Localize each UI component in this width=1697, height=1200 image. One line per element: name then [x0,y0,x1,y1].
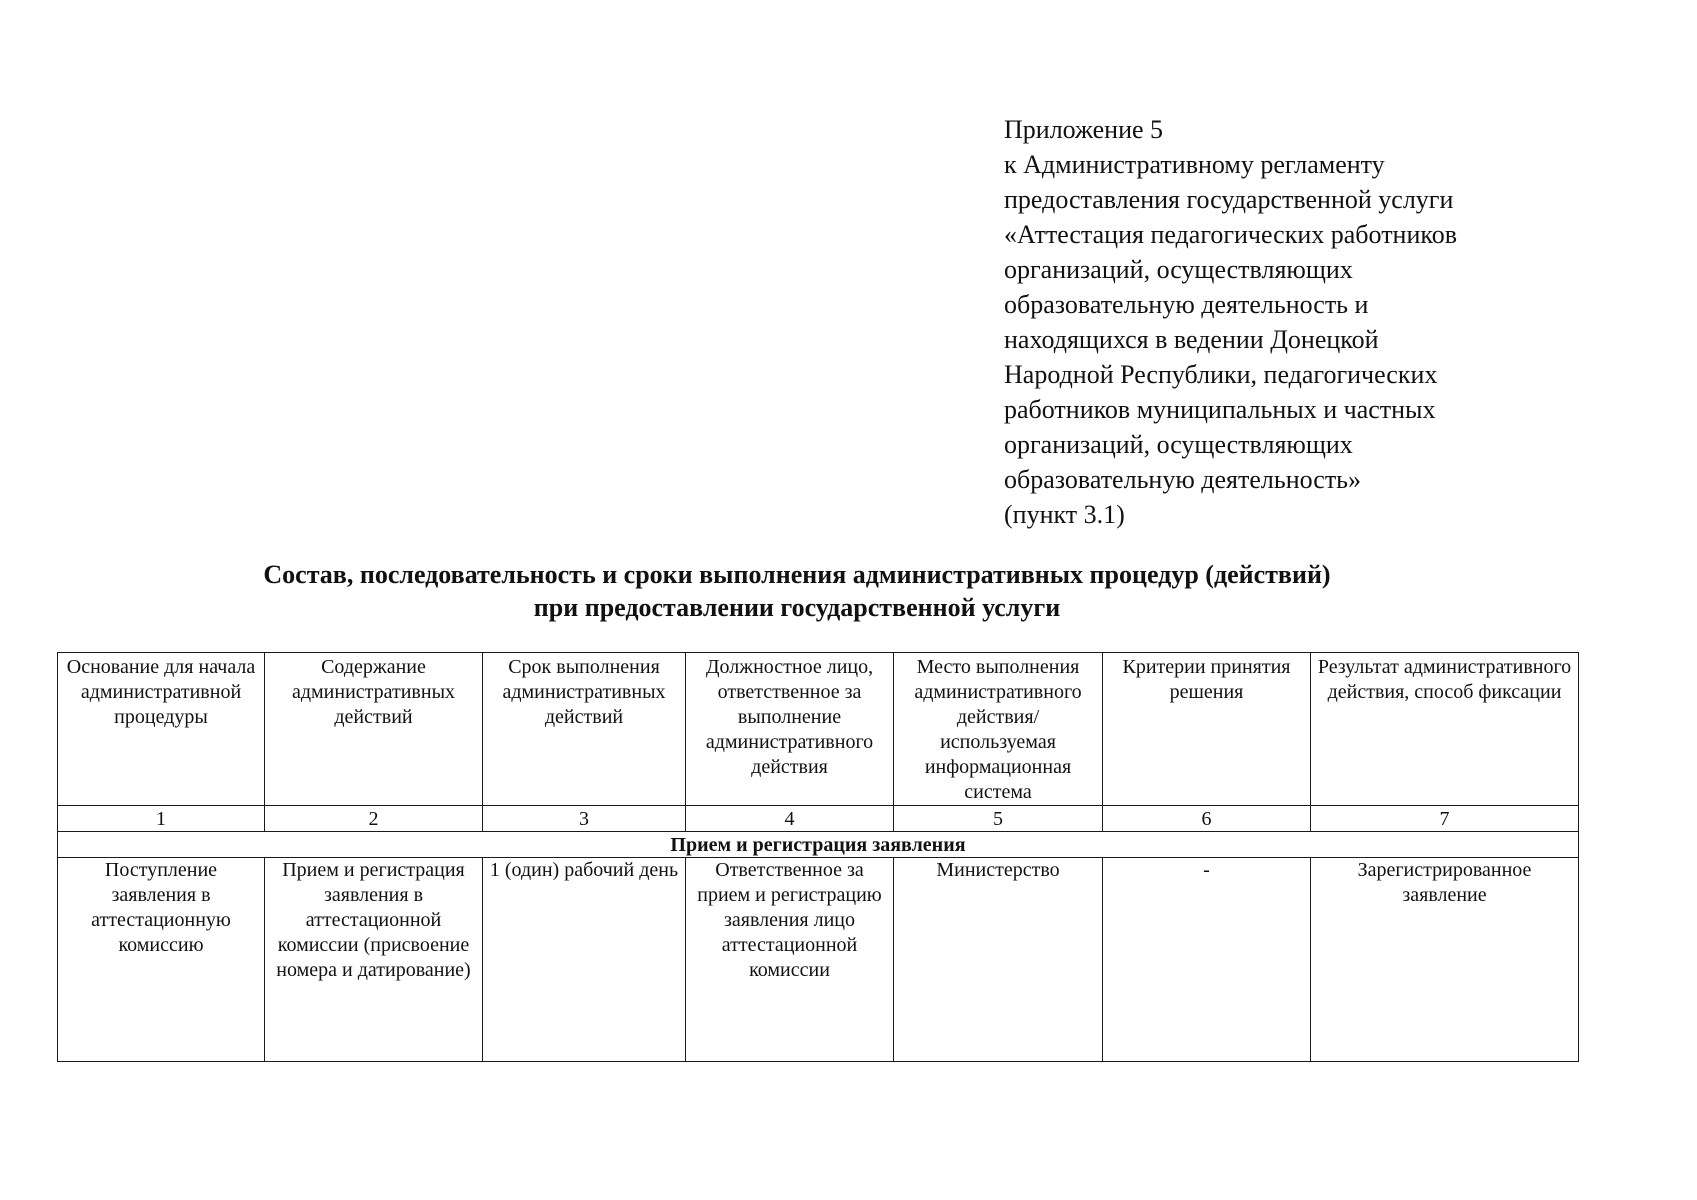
column-number: 5 [894,806,1103,832]
appendix-line: образовательную деятельность и [1004,290,1369,319]
appendix-line: (пункт 3.1) [1004,500,1125,529]
appendix-line: Народной Республики, педагогических [1004,360,1438,389]
cell-result: Зарегистрированное заявление [1311,858,1579,1062]
cell-criteria: - [1103,858,1311,1062]
column-number: 7 [1311,806,1579,832]
table-header-row [58,653,1579,806]
appendix-line: образовательную деятельность» [1004,465,1362,494]
cell-responsible: Ответственное за прием и регистрацию заявления лицо аттестационной комиссии [686,858,894,1062]
column-number: 3 [483,806,686,832]
header-cell-result: Результат административного действия, способ фиксации [1311,653,1579,806]
column-number: 1 [58,806,265,832]
appendix-line: Приложение 5 [1004,115,1164,144]
cell-place: Министерство [894,858,1103,1062]
procedures-table [57,652,1579,1062]
cell-content: Прием и регистрация заявления в аттестационной комиссии (присвоение номера и датирование) [265,858,483,1062]
section-title: Прием и регистрация заявления [58,832,1579,858]
appendix-line: «Аттестация педагогических работников [1004,220,1457,249]
document-title-line-1: Состав, последовательность и сроки выполнения административных процедур (действий) [263,560,1331,589]
table-row [58,858,1579,1062]
appendix-line: организаций, осуществляющих [1004,430,1353,459]
column-number-row [58,806,1579,832]
column-number: 6 [1103,806,1311,832]
appendix-line: организаций, осуществляющих [1004,255,1353,284]
appendix-line: работников муниципальных и частных [1004,395,1436,424]
document-title [58,558,1536,624]
header-cell-deadline: Срок выполнения административных действий [483,653,686,806]
header-cell-responsible: Должностное лицо, ответственное за выполнение административного действия [686,653,894,806]
cell-deadline: 1 (один) рабочий день [483,858,686,1062]
section-row [58,832,1579,858]
column-number: 2 [265,806,483,832]
header-cell-content: Содержание административных действий [265,653,483,806]
header-cell-basis: Основание для начала административной процедуры [58,653,265,806]
appendix-line: к Административному регламенту [1004,150,1385,179]
column-number: 4 [686,806,894,832]
appendix-reference-block [1004,112,1564,532]
header-cell-place: Место выполнения административного действия/ используемая информационная система [894,653,1103,806]
appendix-line: находящихся в ведении Донецкой [1004,325,1379,354]
header-cell-criteria: Критерии принятия решения [1103,653,1311,806]
document-title-line-2: при предоставлении государственной услуги [533,593,1061,622]
cell-basis: Поступление заявления в аттестационную комиссию [58,858,265,1062]
appendix-line: предоставления государственной услуги [1004,185,1454,214]
